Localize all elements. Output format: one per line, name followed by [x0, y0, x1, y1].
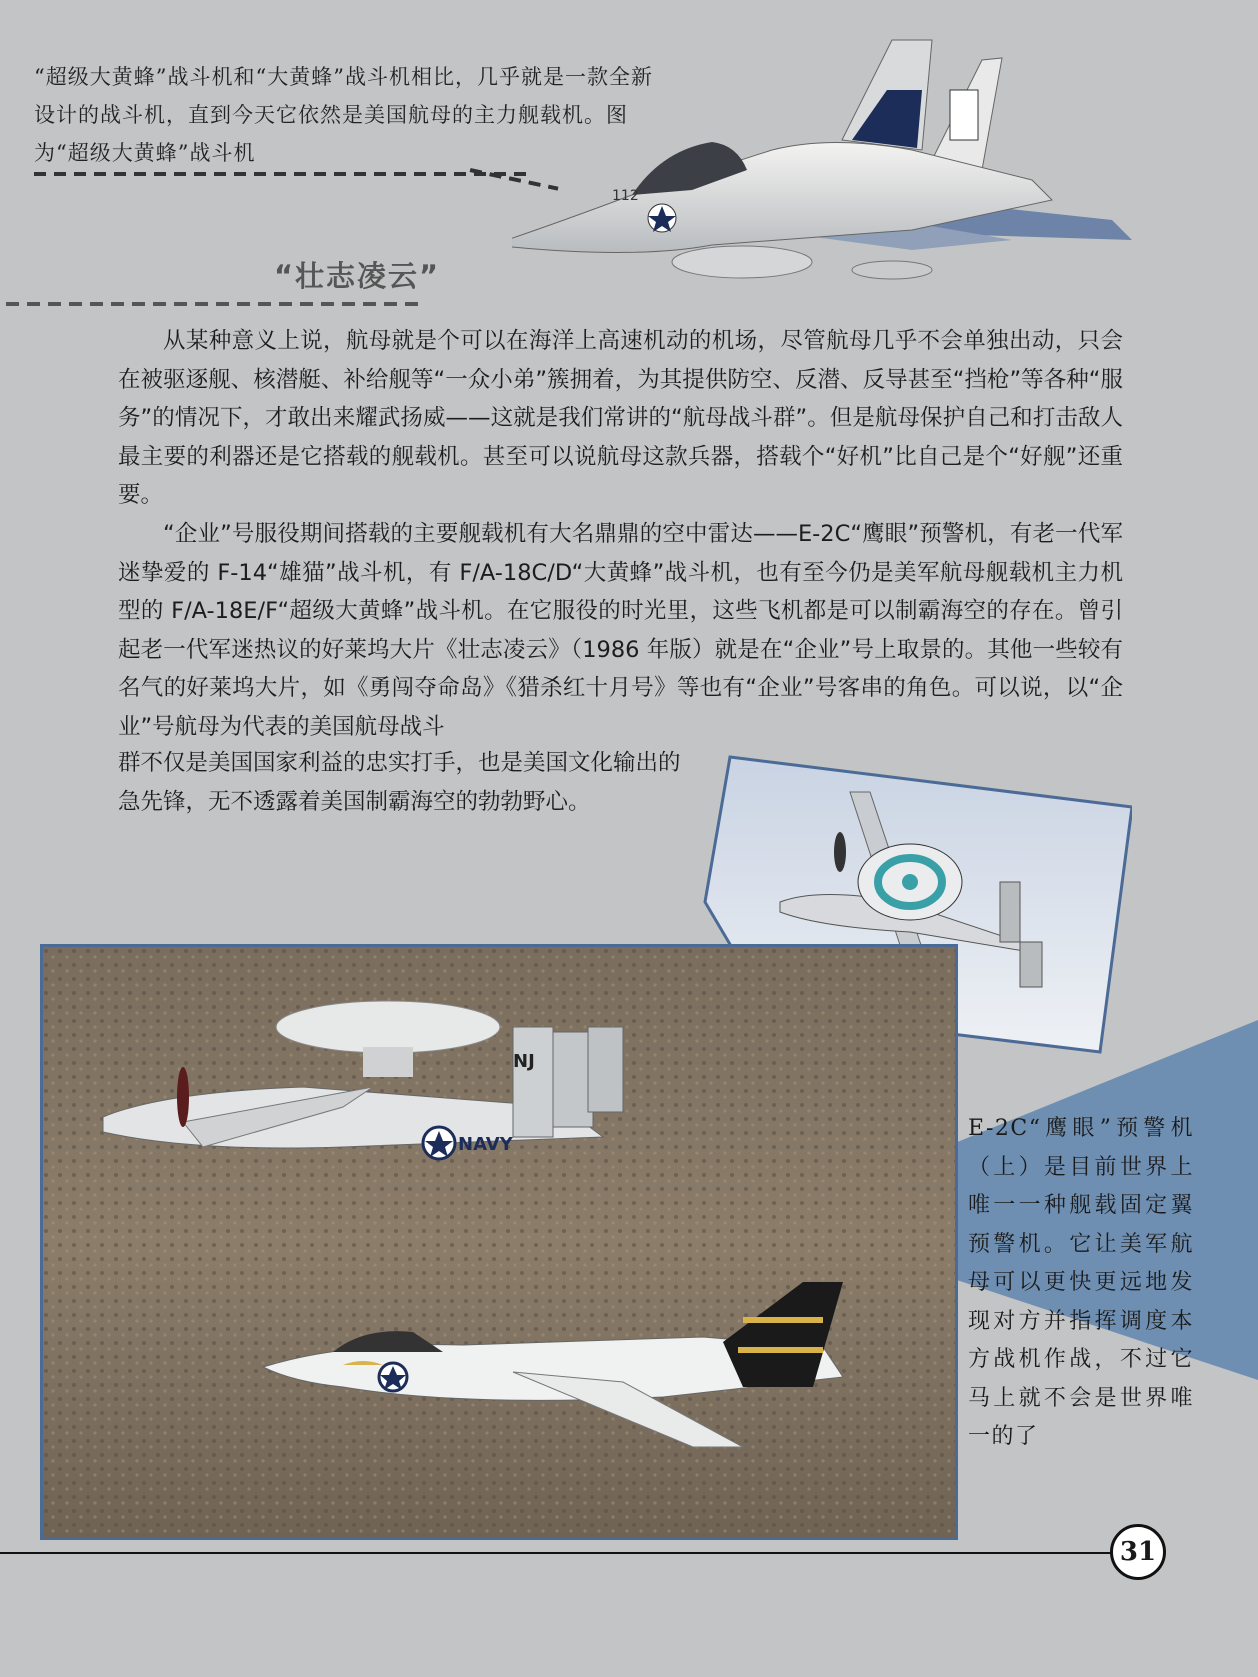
svg-text:NAVY: NAVY [458, 1134, 513, 1155]
paragraph-2: “企业”号服役期间搭载的主要舰载机有大名鼎鼎的空中雷达——E-2C“鹰眼”预警机，有老一代军迷挚爱的 F-14“雄猫”战斗机，有 F/A-18C/D“大黄蜂”战斗机，也有至今仍是美军航母舰载机主力机型的 F/A-18E/F“超级大黄蜂”战斗机。在它服役的时光里，这些飞机都是可以制霸海空的存在。曾引起老一代军迷热议的好莱坞大片《壮志凌云》（1986 年版）就是在“企业”号上取景的。其他一些较有名气的好莱坞大片，如《勇闯夺命岛》《猎杀红十月号》等也有“企业”号客串的角色。可以说，以“企业”号航母为代表的美国航母战斗 [118, 520, 1123, 740]
article-body [118, 322, 1123, 747]
section-title-dashed-rule [6, 302, 418, 306]
page-number: 31 [1110, 1524, 1166, 1580]
super-hornet-photo [512, 30, 1212, 290]
section-title: “壮志凌云” [274, 259, 441, 293]
svg-text:NJ: NJ [513, 1051, 535, 1072]
hawkeye-caption: E-2C“鹰眼”预警机（上）是目前世界上唯一一种舰载固定翼预警机。它让美军航母可以更快更远地发现对方并指挥调度本方战机作战，不过它马上就不会是世界唯一的了 [968, 1116, 1194, 1449]
caption-dashed-leader [34, 172, 534, 176]
e2c-and-f14-photo [40, 944, 958, 1540]
svg-text:112: 112 [612, 188, 639, 204]
top-photo-caption: “超级大黄蜂”战斗机和“大黄蜂”战斗机相比，几乎就是一款全新设计的战斗机，直到今天它依然是美国航母的主力舰载机。图为“超级大黄蜂”战斗机 [34, 65, 653, 165]
footer-rule [0, 1552, 1120, 1554]
paragraph-2-tail: 群不仅是美国国家利益的忠实打手，也是美国文化输出的急先锋，无不透露着美国制霸海空的勃勃野心。 [118, 750, 681, 815]
paragraph-1: 从某种意义上说，航母就是个可以在海洋上高速机动的机场，尽管航母几乎不会单独出动，只会在被驱逐舰、核潜艇、补给舰等“一众小弟”簇拥着，为其提供防空、反潜、反导甚至“挡枪”等各种“服务”的情况下，才敢出来耀武扬威——这就是我们常讲的“航母战斗群”。但是航母保护自己和打击敌人最主要的利器还是它搭载的舰载机。甚至可以说航母这款兵器，搭载个“好机”比自己是个“好舰”还重要。 [118, 328, 1123, 509]
